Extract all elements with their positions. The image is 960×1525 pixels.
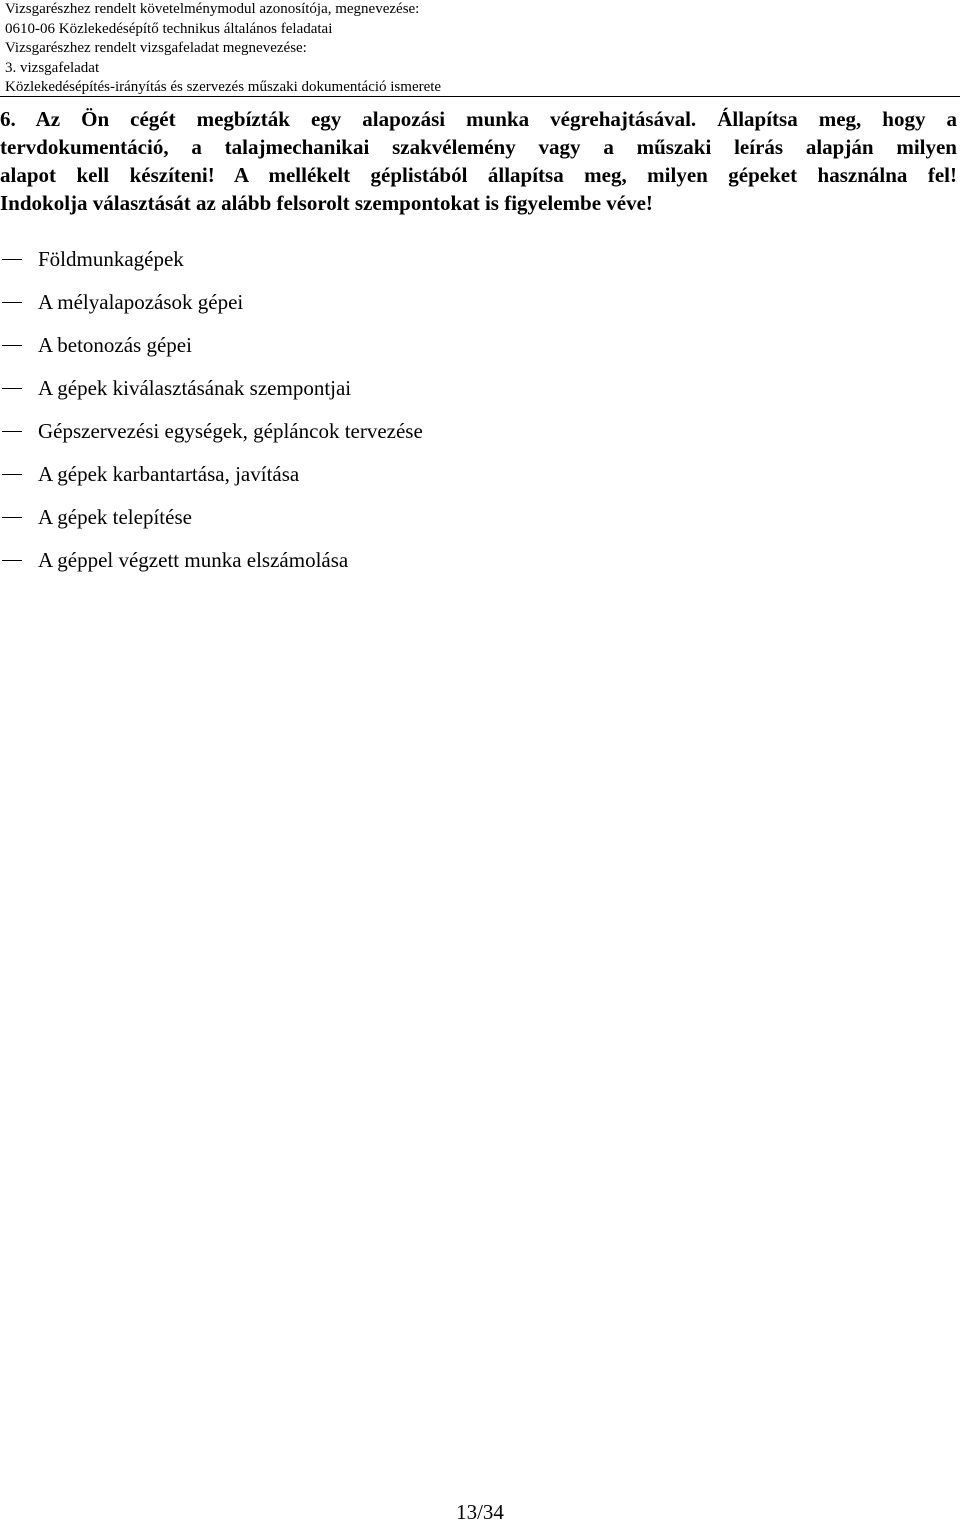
task-line: 6. Az Ön cégét megbízták egy alapozási munka végrehajtásával. Állapítsa meg, hogy a [0, 107, 957, 131]
dash-bullet-icon [2, 388, 22, 389]
task-line: tervdokumentáció, a talajmechanikai szakvélemény vagy a műszaki leírás alapján milyen [0, 135, 957, 159]
dash-bullet-icon [2, 259, 22, 260]
dash-bullet-icon [2, 517, 22, 518]
task-statement [0, 105, 957, 217]
exam-task-label: Vizsgarészhez rendelt vizsgafeladat megnevezése: [5, 40, 307, 56]
dash-bullet-icon [2, 560, 22, 561]
module-id-label: Vizsgarészhez rendelt követelménymodul azonosítója, megnevezése: [5, 1, 420, 17]
dash-bullet-icon [2, 474, 22, 475]
dash-bullet-icon [2, 431, 22, 432]
list-item-label: A géppel végzett munka elszámolása [38, 548, 349, 572]
dash-bullet-icon [2, 302, 22, 303]
list-item-label: A gépek telepítése [38, 505, 192, 529]
exam-task-number: 3. vizsgafeladat [5, 59, 100, 76]
header-divider [0, 96, 960, 97]
module-id-value: 0610-06 Közlekedésépítő technikus általános feladatai [5, 20, 333, 37]
task-line: Indokolja választását az alább felsorolt szempontokat is figyelembe véve! [0, 191, 653, 215]
list-item-label: A gépek kiválasztásának szempontjai [38, 376, 352, 400]
page-number: 13/34 [456, 1500, 504, 1524]
dash-bullet-icon [2, 345, 22, 346]
list-item-label: A gépek karbantartása, javítása [38, 462, 300, 486]
document-header [5, 0, 955, 98]
list-item-label: Földmunkagépek [38, 247, 184, 271]
list-item-label: A betonozás gépei [38, 333, 192, 357]
list-item-label: Gépszervezési egységek, gépláncok tervezése [38, 419, 423, 443]
task-line: alapot kell készíteni! A mellékelt géplistából állapítsa meg, milyen gépeket használna fel! [0, 163, 957, 187]
list-item-label: A mélyalapozások gépei [38, 290, 244, 314]
exam-task-title: Közlekedésépítés-irányítás és szervezés műszaki dokumentáció ismerete [5, 79, 442, 95]
